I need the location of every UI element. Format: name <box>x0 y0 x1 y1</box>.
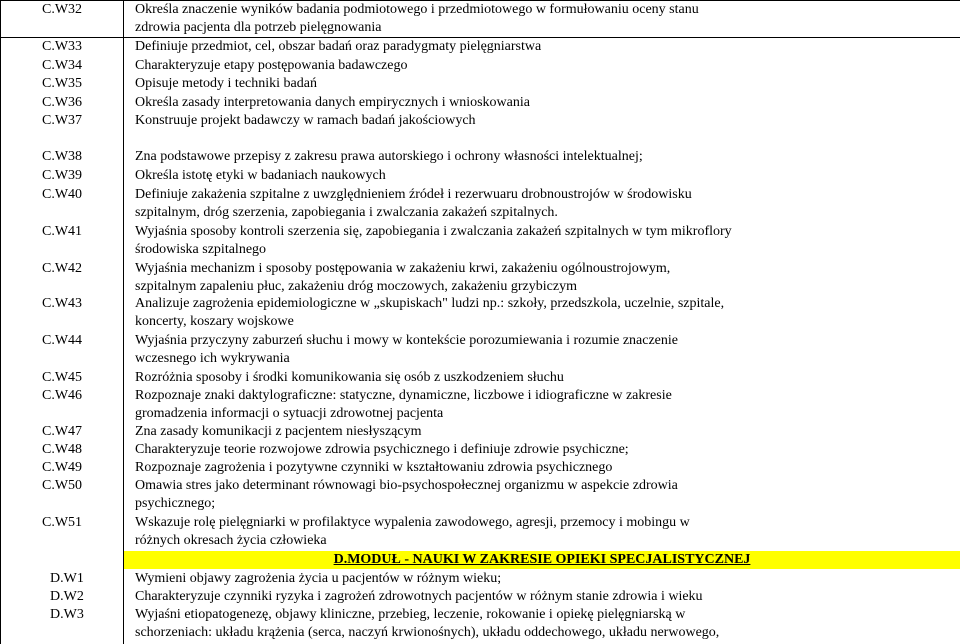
description-line: środowiska szpitalnego <box>135 242 267 258</box>
description-line: Analizuje zagrożenia epidemiologiczne w „skupiskach" ludzi np.: szkoły, przedszkola, uczelnie, szpitale, <box>135 296 725 311</box>
row-description <box>135 167 957 185</box>
description-line: różnych okresach życia człowieka <box>135 533 327 549</box>
row-code: C.W51 <box>42 515 83 530</box>
description-line: Określa istotę etyki w badaniach naukowych <box>135 168 386 183</box>
row-description <box>135 477 957 514</box>
row-code: C.W48 <box>42 442 83 457</box>
row-description <box>135 369 957 387</box>
description-line: psychicznego; <box>135 496 216 512</box>
row-code: D.W2 <box>50 589 84 604</box>
row-code: D.W3 <box>50 607 84 622</box>
row-code: C.W33 <box>42 39 83 54</box>
row-description <box>135 148 957 166</box>
row-description <box>135 223 957 260</box>
description-line: Rozpoznaje znaki daktylograficzne: statyczne, dynamiczne, liczbowe i idiograficzne w zakresie <box>135 388 672 403</box>
description-line: wczesnego ich wykrywania <box>135 351 290 367</box>
description-line: Rozpoznaje zagrożenia i pozytywne czynniki w kształtowaniu zdrowia psychicznego <box>135 460 613 475</box>
row-code: C.W35 <box>42 76 83 91</box>
description-line: Definiuje przedmiot, cel, obszar badań oraz paradygmaty pielęgniarstwa <box>135 39 542 54</box>
row-description <box>135 423 957 441</box>
row-description <box>135 570 957 588</box>
description-line: Wymieni objawy zagrożenia życia u pacjentów w różnym wieku; <box>135 571 502 586</box>
description-line: szpitalnym, dróg szerzenia, zapobiegania i zwalczania zakażeń szpitalnych. <box>135 205 558 221</box>
description-line: Wyjaśnia przyczyny zaburzeń słuchu i mowy w kontekście porozumiewania i rozumie znaczenie <box>135 333 678 348</box>
description-line: koncerty, koszary wojskowe <box>135 314 294 330</box>
row-code: C.W34 <box>42 58 83 73</box>
row-description <box>135 38 957 56</box>
row-description <box>135 186 957 223</box>
row-code: C.W36 <box>42 95 83 110</box>
row-description <box>135 75 957 93</box>
row-code: D.W1 <box>50 571 84 586</box>
row-code: C.W44 <box>42 333 83 348</box>
row-code: C.W49 <box>42 460 83 475</box>
column-divider <box>123 0 124 644</box>
description-line: Konstruuje projekt badawczy w ramach badań jakościowych <box>135 113 476 128</box>
description-line: Zna zasady komunikacji z pacjentem niesłyszącym <box>135 424 422 439</box>
row-description <box>135 606 957 643</box>
row-description <box>135 295 957 332</box>
row-description <box>135 112 957 130</box>
description-line: schorzeniach: układu krążenia (serca, naczyń krwionośnych), układu oddechowego, układu nerwowego, <box>135 625 720 641</box>
description-line: Wyjaśnia sposoby kontroli szerzenia się, zapobiegania i zwalczania zakażeń szpitalnych w tym mikroflory <box>135 224 732 239</box>
row-code: C.W43 <box>42 296 83 311</box>
row-description <box>135 459 957 477</box>
table-border-left <box>0 0 1 644</box>
row-description <box>135 1 957 38</box>
row-code: C.W37 <box>42 113 83 128</box>
description-line: Określa znaczenie wyników badania podmiotowego i przedmiotowego w formułowaniu oceny stanu <box>135 2 699 17</box>
row-code: C.W40 <box>42 187 83 202</box>
description-line: Charakteryzuje teorie rozwojowe zdrowia psychicznego i definiuje zdrowie psychiczne; <box>135 442 629 457</box>
description-line: Określa zasady interpretowania danych empirycznych i wnioskowania <box>135 95 530 110</box>
row-description <box>135 57 957 75</box>
description-line: Charakteryzuje etapy postępowania badawczego <box>135 58 408 73</box>
row-description <box>135 94 957 112</box>
description-line: Wyjaśni etiopatogenezę, objawy kliniczne, przebieg, leczenie, rokowanie i opiekę pielęgniarską w <box>135 607 686 622</box>
row-description <box>135 260 957 297</box>
row-code: C.W47 <box>42 424 83 439</box>
description-line: Wskazuje rolę pielęgniarki w profilaktyce wypalenia zawodowego, agresji, przemocy i mobingu w <box>135 515 690 530</box>
description-line: gromadzenia informacji o sytuacji zdrowotnej pacjenta <box>135 406 444 422</box>
section-header <box>124 551 960 569</box>
row-code: C.W41 <box>42 224 83 239</box>
row-description <box>135 387 957 424</box>
row-description <box>135 332 957 369</box>
description-line: zdrowia pacjenta dla potrzeb pielęgnowania <box>135 20 382 36</box>
description-line: szpitalnym zapaleniu płuc, zakażeniu dróg moczowych, zakażeniu grzybiczym <box>135 279 577 295</box>
description-line: Rozróżnia sposoby i środki komunikowania się osób z uszkodzeniem słuchu <box>135 370 564 385</box>
row-code: C.W39 <box>42 168 83 183</box>
description-line: Opisuje metody i techniki badań <box>135 76 317 91</box>
description-line: Wyjaśnia mechanizm i sposoby postępowania w zakażeniu krwi, zakażeniu ogólnoustrojowym, <box>135 261 671 276</box>
description-line: Charakteryzuje czynniki ryzyka i zagrożeń zdrowotnych pacjentów w różnym stanie zdrowia i wieku <box>135 589 703 604</box>
row-code: C.W42 <box>42 261 83 276</box>
description-line: Zna podstawowe przepisy z zakresu prawa autorskiego i ochrony własności intelektualnej; <box>135 149 643 164</box>
table-border-top <box>0 0 960 1</box>
row-divider <box>0 37 960 38</box>
description-line: Definiuje zakażenia szpitalne z uwzględnieniem źródeł i rezerwuaru drobnoustrojów w środowisku <box>135 187 692 202</box>
row-code: C.W50 <box>42 478 83 493</box>
row-code: C.W45 <box>42 370 83 385</box>
description-line: Omawia stres jako determinant równowagi bio-psychospołecznej organizmu w aspekcie zdrowia <box>135 478 678 493</box>
row-code: C.W38 <box>42 149 83 164</box>
row-description <box>135 514 957 551</box>
section-header-title: D.MODUŁ - NAUKI W ZAKRESIE OPIEKI SPECJALISTYCZNEJ <box>333 552 751 567</box>
row-description <box>135 441 957 459</box>
row-code: C.W46 <box>42 388 83 403</box>
row-description <box>135 588 957 606</box>
row-code: C.W32 <box>42 2 83 17</box>
